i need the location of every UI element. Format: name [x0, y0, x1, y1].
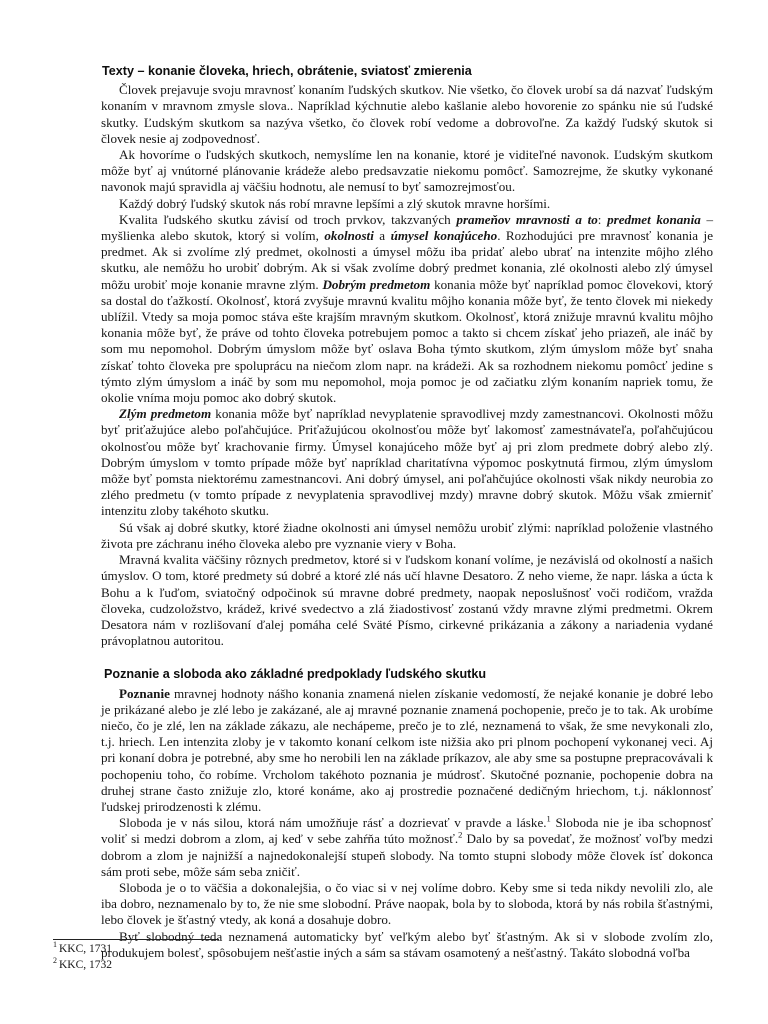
footnote-number: 2: [53, 956, 57, 966]
paragraph: Mravná kvalita väčšiny rôznych predmetov, ktoré si v ľudskom konaní volíme, je nezávislá od okolností a našich úmyslov. O tom, ktoré predmety sú dobré a ktoré zlé nás učí hlavne Desatoro. Z neho vieme, že napr. láska a úcta k Bohu a k ľuďom, sviatočný odpočinok sú mravne dobré predmety, naopak neposlušnosť voči rodičom, vražda človeka, cudzoložstvo, krádež, krivé svedectvo a zlá žiadostivosť zostanú vždy mravne zlými predmetmi. Okrem Desatora nám v rozlišovaní ďalej pomáha celé Sväté Písmo, cirkevné prikázania a zákony a nariadenia vydané právoplatnou autoritou.: [101, 552, 713, 649]
footnote: [53, 957, 353, 973]
text-run: – myšlienka alebo skutok, ktorý si volím,: [101, 211, 713, 244]
emphasis-term: Dobrým predmetom: [322, 276, 431, 292]
footnote: [53, 941, 353, 957]
paragraph: Človek prejavuje svoju mravnosť konaním ľudských skutkov. Nie všetko, čo človek urobí sa dá nazvať ľudským konaním v mravnom zmysle slova.. Napríklad kýchnutie alebo kašlanie alebo hovorenie zo spánku nie sú ľudské skutky. Ľudským skutkom sa nazýva všetko, čo človek robí vedome a dobrovoľne. Za každý ľudský skutok si človek nesie aj zodpovednosť.: [101, 82, 713, 146]
text-run: Sloboda nie je iba schopnosť voliť si medzi dobrom a zlom, aj keď v sebe zahŕňa túto možnosť.: [101, 815, 713, 847]
text-run: Dalo by sa povedať, že možnosť voľby medzi dobrom a zlom je najnižší a najnedokonalejší stupeň slobody. Na tomto stupni slobody môže človek ísť dokonca sám proti sebe, môže sám seba zničiť.: [101, 831, 713, 879]
section-heading-knowledge-freedom: Poznanie a sloboda ako základné predpoklady ľudského skutku: [104, 667, 487, 682]
paragraph: Byť slobodný teda neznamená automaticky byť veľkým alebo byť šťastným. Ak si v slobode zvolím zlo, produkujem bolesť, spôsobujem nešťastie iných a sám sa stávam osamotený a nešťastný. Takáto slobodná voľba: [101, 928, 713, 960]
paragraph-bad-object: [101, 406, 713, 519]
emphasis-term: úmysel konajúceho: [390, 228, 498, 244]
footnote-text: KKC, 1731: [59, 943, 113, 955]
text-run: :: [597, 211, 608, 227]
paragraph: Ak hovoríme o ľudských skutkoch, nemyslíme len na konanie, ktoré je viditeľné navonok. Ľudským skutkom môže byť aj vnútorné plánovanie krádeže alebo predsavzatie niekomu pomôcť. Samozrejme, že skutky vykonané navonok majú spravidla aj väčšiu hodnotu, ale nemusí to byť samozrejmosťou.: [101, 147, 713, 195]
emphasis-term: okolnosti: [324, 228, 374, 244]
text-run: konania môže byť napríklad pomoc človekovi, ktorý sa dostal do ťažkostí. Okolnosť, ktorá zvyšuje mravnú kvalitu môjho konania môže byť, že tento človek mi niekedy ublížil. Vtedy sa moja pomoc stáva ešte krajším mravným skutkom. Okolnosť, ktorá znižuje mravnú kvalitu môjho konania môže byť, že práve od tohto človeka potrebujem pomoc a takto si chcem získať jeho priazeň, ale ináč by som mu nepomohol. Dobrým úmyslom môže byť oslava Boha týmto skutkom, zlým úmyslom môže byť snaha získať tohto človeka pre spoluprácu na niečom zlom napr. na krádeži. Ak sa rozhodnem niekomu pomôcť jedine s týmto zlým úmyslom a ináč by som mu nepomohol, moja pomoc je od začiatku zlým konaním napriek tomu, že okolie vníma moju pomoc ako dobrý skutok.: [101, 276, 713, 406]
footnotes: [53, 941, 353, 973]
text-run: . Rozhodujúci pre mravnosť konania je predmet. Ak si zvolíme zlý predmet, okolnosti a úmysel môžu iba pridať alebo ubrať na intenzite môjho zlého skutku, ale nemôžu ho urobiť dobrým. Ak si však zvolíme dobrý predmet konania, zlé okolnosti alebo zlý úmysel môžu urobiť moje konanie mravne zlým.: [101, 228, 714, 292]
paragraph-sources-of-morality: [101, 212, 713, 406]
emphasis-term: Zlým predmetom: [119, 406, 212, 422]
document-body: [101, 63, 713, 961]
paragraph: Sú však aj dobré skutky, ktoré žiadne okolnosti ani úmysel nemôžu urobiť zlými: napríklad položenie vlastného života pre záchranu iného človeka alebo pre vyznanie viery v Boha.: [101, 519, 713, 551]
emphasis-term: prameňov mravnosti a to: [456, 211, 598, 227]
paragraph-freedom: [101, 815, 713, 880]
text-run: Sloboda je v nás silou, ktorá nám umožňuje rásť a dozrievať v pravde a láske.: [119, 815, 547, 831]
footnote-number: 1: [53, 940, 57, 950]
text-run: a: [373, 228, 391, 244]
footnote-text: KKC, 1732: [59, 959, 113, 971]
footnote-reference[interactable]: 1: [546, 813, 551, 824]
paragraph: Sloboda je o to väčšia a dokonalejšia, o čo viac si v nej volíme dobro. Keby sme si teda nikdy nevolili zlo, ale iba dobro, neznamenalo by to, že nie sme slobodní. Práve naopak, bola by to sloboda, ktorá by nás robila šťastnými, lebo človek je šťastný vtedy, ak koná a dosahuje dobro.: [101, 879, 713, 928]
section-heading-acts: Texty – konanie človeka, hriech, obrátenie, sviatosť zmierenia: [102, 64, 472, 78]
text-run: konania môže byť napríklad nevyplatenie spravodlivej mzdy zamestnancovi. Okolnosti môžu byť priťažujúce alebo poľahčujúce. Priťažujúcou okolnosťou môže byť lakomosť zamestnávateľa, poľahčujúcou okolnosťou môže byť krachovanie firmy. Úmysel konajúceho môže byť aj pri zlom predmete dobrý alebo zlý. Dobrým úmyslom v tomto prípade môže byť napríklad charitatívna výpomoc poskytnutá firmou, zlým úmyslom môže byť pomsta niektorému zamestnancovi. Ani dobrý úmysel, ani poľahčujúce okolnosti však nikdy neurobia zo zlého predmetu (v tomto prípade z nevyplatenia spravodlivej mzdy) mravne dobrý skutok. Môžu však zmierniť intenzitu zloby takéhoto skutku.: [101, 406, 713, 519]
footnote-divider: [53, 939, 219, 940]
text-run: Kvalita ľudského skutku závisí od troch prvkov, takzvaných: [119, 211, 457, 227]
paragraph-knowledge: [101, 686, 713, 816]
paragraph: Každý dobrý ľudský skutok nás robí mravne lepšími a zlý skutok mravne horšími.: [119, 195, 551, 211]
text-run: mravnej hodnoty nášho konania znamená nielen získanie vedomostí, že nejaké konanie je dobré lebo je prikázané alebo je zlé lebo je zakázané, ale aj mravné poznanie znamená pochopenie, prečo je to tak. Ak urobíme niečo, čo je zlé, len na základe zákazu, ale nechápeme, prečo je to zlé, neznamená to však, že sme nevykonali zlo, t.j. hriech. Len intenzita zloby je v takomto konaní celkom iste nižšia ako pri plnom pochopení vykonanej veci. Aj pri konaní dobra je potrebné, aby sme ho nerobili len na základe príkazov, ale aby sme sa postupne prepracovávali k pochopeniu toho, čo robíme. Vrcholom takéhoto poznania je múdrosť. Skutočné poznanie, pochopenie dobra na druhej strane často znižuje zlo, ktoré konáme, ako aj prostredie poznačené dedičným hriechom, t.j. náklonnosť ľudskej prirodzenosti k zlému.: [101, 685, 713, 814]
footnote-reference[interactable]: 2: [458, 829, 463, 840]
emphasis-term: predmet konania: [607, 211, 701, 227]
emphasis-term: Poznanie: [119, 685, 170, 701]
